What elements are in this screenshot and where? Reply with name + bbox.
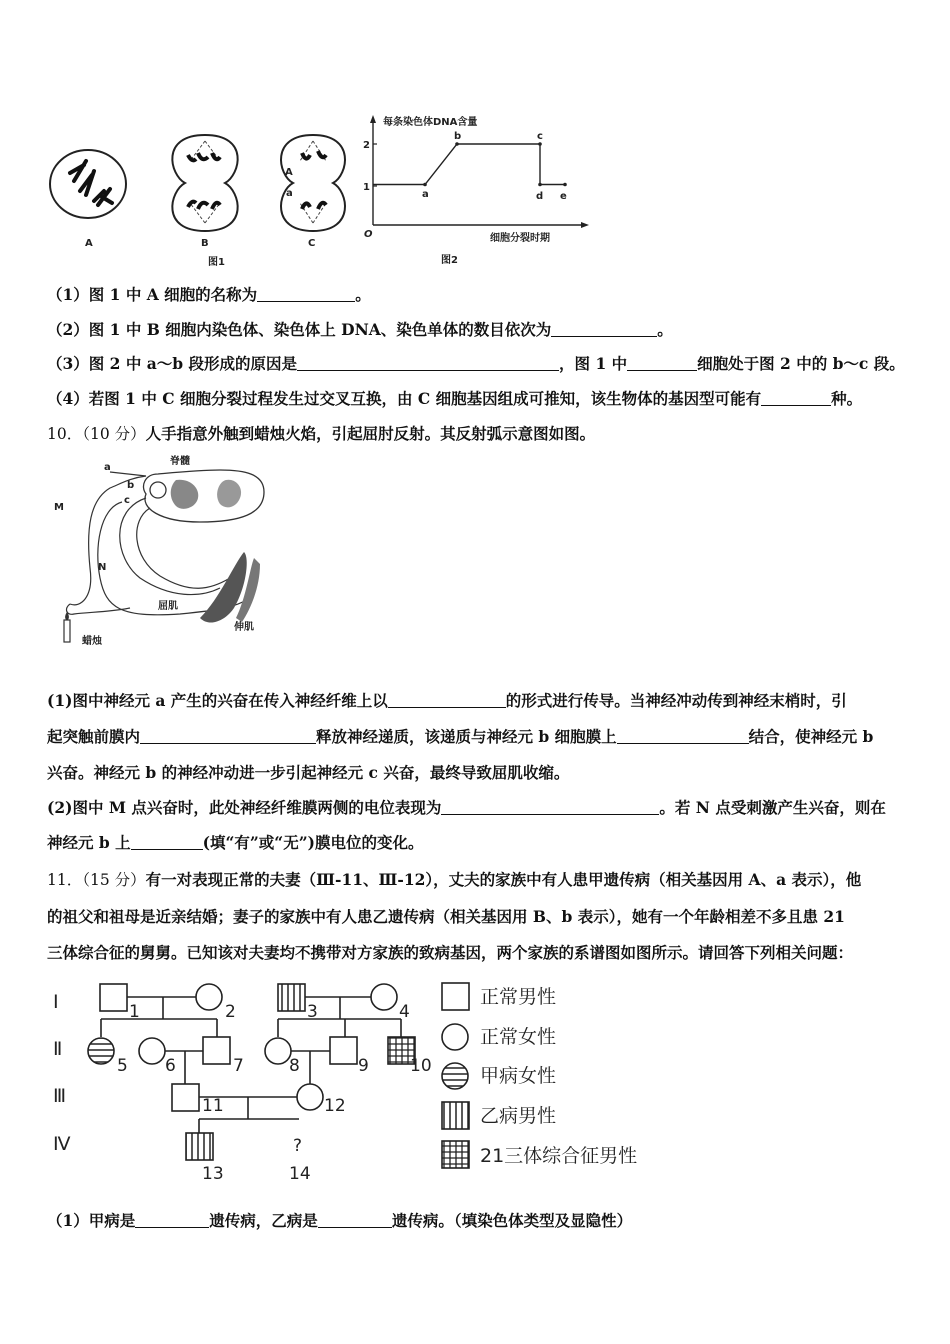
q10-part1-line3: 兴奋。神经元 b 的神经冲动进一步引起神经元 c 兴奋，最终导致屈肌收缩。 — [47, 763, 570, 782]
id-10: 10 — [410, 1056, 432, 1076]
cell-b — [172, 135, 237, 249]
id-9: 9 — [358, 1056, 369, 1076]
pedigree-II-6 — [139, 1038, 165, 1064]
pedigree-II-8 — [265, 1038, 291, 1064]
q10-part1-line2-text: 起突触前膜内 — [47, 727, 141, 746]
pedigree-IV-13 — [186, 1133, 213, 1160]
q10-part2-line1 — [47, 797, 886, 819]
graph-y-title: 每条染色体DNA含量 — [383, 117, 478, 128]
id-12: 12 — [324, 1096, 346, 1116]
figure2-caption: 图2 — [441, 255, 458, 266]
q10-part1-line2-end: 结合，使神经元 b — [748, 727, 874, 746]
figure1-caption: 图1 — [208, 257, 225, 268]
q11-part1-blank2[interactable] — [318, 1211, 392, 1228]
id-3: 3 — [307, 1002, 318, 1022]
generation-III: Ⅲ — [53, 1085, 67, 1107]
q9-part3-blank1[interactable] — [297, 354, 559, 371]
cell-c — [281, 135, 345, 249]
graph-y-tick-2: 2 — [363, 140, 370, 151]
pedigree-I-2 — [196, 984, 222, 1010]
q10-part1-blank3[interactable] — [617, 727, 749, 744]
q9-part3-end: 细胞处于图 2 中的 b～c 段。 — [697, 354, 905, 373]
label-flexor: 屈肌 — [158, 601, 178, 612]
q11-part1-blank1[interactable] — [135, 1211, 209, 1228]
q9-part1 — [47, 284, 371, 306]
cell-a — [50, 150, 126, 249]
id-7: 7 — [233, 1056, 244, 1076]
q9-part2-end: 。 — [657, 320, 673, 339]
graph-point-marker-d — [538, 183, 542, 187]
q10-number: 10． — [47, 425, 83, 443]
pedigree-III-12 — [297, 1084, 323, 1110]
label-candle: 蜡烛 — [82, 636, 102, 647]
q9-part4-blank[interactable] — [761, 389, 831, 406]
id-11: 11 — [202, 1096, 224, 1116]
q10-part2-cont: 。若 N 点受刺激产生兴奋，则在 — [659, 798, 886, 817]
id-8: 8 — [289, 1056, 300, 1076]
pedigree-II-7 — [203, 1037, 230, 1064]
graph-y-tick-1: 1 — [363, 182, 370, 193]
q10-part2-text: (2)图中 M 点兴奋时，此处神经纤维膜两侧的电位表现为 — [47, 798, 442, 817]
graph-point-d: d — [536, 191, 544, 202]
q9-part3-blank2[interactable] — [627, 354, 697, 371]
q11-part1-end: 遗传病。（填染色体类型及显隐性） — [391, 1211, 633, 1230]
q11-stem-line2: 的祖父和祖母是近亲结婚；妻子的家族中有人患乙遗传病（相关基因用 B、b 表示），她有一个年龄相差不多且患 21 — [47, 907, 845, 926]
id-14: 14 — [289, 1164, 311, 1184]
q9-part2-text: （2）图 1 中 B 细胞内染色体、染色体上 DNA、染色单体的数目依次为 — [47, 320, 552, 339]
q10-part1-cont: 的形式进行传导。当神经冲动传到神经末梢时，引 — [505, 691, 847, 710]
legend-normal-male: 正常男性 — [480, 986, 557, 1008]
legend-normal-female: 正常女性 — [480, 1026, 557, 1048]
q11-part1-mid: 遗传病，乙病是 — [209, 1211, 318, 1230]
label-extensor: 伸肌 — [234, 622, 254, 633]
q9-part1-text: （1）图 1 中 A 细胞的名称为 — [47, 285, 258, 304]
pedigree-I-3 — [278, 984, 305, 1011]
generation-I: Ⅰ — [53, 991, 59, 1013]
q10-part2-blank1[interactable] — [441, 798, 659, 815]
label-point-M: M — [54, 502, 64, 513]
q10-part1-blank1[interactable] — [388, 691, 506, 708]
q9-part4-end: 种。 — [831, 389, 863, 408]
q10-part2-line2 — [47, 832, 423, 854]
generation-IV: Ⅳ — [53, 1133, 71, 1155]
cell-c-label: C — [308, 238, 316, 249]
id-4: 4 — [399, 1002, 410, 1022]
id-5: 5 — [117, 1056, 128, 1076]
q10-part1-line1 — [47, 690, 847, 712]
cell-b-label: B — [201, 238, 209, 249]
graph-point-marker-a — [423, 183, 427, 187]
id-6: 6 — [165, 1056, 176, 1076]
graph-point-marker-e — [563, 183, 567, 187]
dna-content-graph — [363, 115, 589, 244]
label-neuron-c: c — [124, 495, 130, 506]
q10-part2-line2-end: (填“有”或“无”)膜电位的变化。 — [202, 833, 424, 852]
q10-score: （10 分） — [82, 425, 146, 443]
q9-part1-blank[interactable] — [257, 285, 355, 302]
id-1: 1 — [129, 1002, 140, 1022]
q11-number: 11． — [47, 871, 83, 889]
pedigree-I-1 — [100, 984, 127, 1011]
graph-point-e: e — [560, 191, 567, 202]
pedigree-chart — [45, 975, 665, 1185]
legend-trisomy21-male: 21三体综合征男性 — [480, 1145, 638, 1167]
label-point-N: N — [98, 562, 107, 573]
q11-stem-text1: 有一对表现正常的夫妻（Ⅲ-11、Ⅲ-12），丈夫的家族中有人患甲遗传病（相关基因用 A、a 表示），他 — [145, 870, 862, 889]
pedigree-II-9 — [330, 1037, 357, 1064]
q9-part3-mid: ，图 1 中 — [559, 354, 628, 373]
q11-stem-line1 — [47, 869, 861, 891]
q10-part1-line2 — [47, 726, 873, 748]
graph-series-line — [373, 144, 565, 185]
unknown-14: ? — [293, 1136, 303, 1156]
q9-part4 — [47, 388, 862, 410]
pedigree-legend — [442, 983, 469, 1168]
graph-point-b: b — [454, 131, 462, 142]
legend-disease-b-male: 乙病男性 — [480, 1105, 557, 1127]
label-neuron-a: a — [104, 462, 111, 473]
id-13: 13 — [202, 1164, 224, 1184]
q11-part1 — [47, 1210, 632, 1232]
graph-point-marker-b — [455, 142, 459, 146]
q9-part3-text: （3）图 2 中 a～b 段形成的原因是 — [47, 354, 298, 373]
figure-cells-and-graph — [40, 105, 600, 275]
q9-part4-text: （4）若图 1 中 C 细胞分裂过程发生过交叉互换，由 C 细胞基因组成可推知，该生物体的基因型可能有 — [47, 389, 762, 408]
q9-part1-end: 。 — [355, 285, 371, 304]
q11-part1-text: （1）甲病是 — [47, 1211, 136, 1230]
q11-score: （15 分） — [82, 871, 146, 889]
q10-stem-text: 人手指意外触到蜡烛火焰，引起屈肘反射。其反射弧示意图如图。 — [145, 424, 596, 443]
q10-part1-text: (1)图中神经元 a 产生的兴奋在传入神经纤维上以 — [47, 691, 388, 710]
label-neuron-b: b — [127, 480, 135, 491]
legend-disease-a-female: 甲病女性 — [480, 1065, 557, 1087]
q10-part2-blank2[interactable] — [131, 833, 203, 850]
q10-part1-line2-mid: 释放神经递质，该递质与神经元 b 细胞膜上 — [316, 727, 617, 746]
q9-part2 — [47, 319, 673, 341]
cell-c-gene-A: A — [285, 167, 293, 178]
q10-part2-line2-text: 神经元 b 上 — [47, 833, 131, 852]
pedigree-II-5 — [88, 1038, 114, 1064]
cell-a-label: A — [85, 238, 93, 249]
q10-part1-blank2[interactable] — [140, 727, 316, 744]
graph-point-c: c — [537, 131, 543, 142]
reflex-arc-figure — [50, 448, 280, 658]
pedigree-I-4 — [371, 984, 397, 1010]
graph-x-title: 细胞分裂时期 — [490, 233, 550, 244]
q9-part3 — [47, 353, 905, 375]
q9-part2-blank[interactable] — [551, 320, 657, 337]
label-spinal-cord: 脊髓 — [170, 456, 190, 467]
graph-point-a: a — [422, 189, 429, 200]
id-2: 2 — [225, 1002, 236, 1022]
q10-stem — [47, 423, 595, 445]
q11-stem-line3: 三体综合征的舅舅。已知该对夫妻均不携带对方家族的致病基因，两个家族的系谱图如图所示。请回答下列相关问题： — [47, 943, 854, 962]
graph-origin: O — [364, 229, 373, 240]
cell-c-gene-a: a — [286, 188, 293, 199]
generation-II: Ⅱ — [53, 1038, 63, 1060]
pedigree-III-11 — [172, 1084, 199, 1111]
graph-point-marker-c — [538, 142, 542, 146]
